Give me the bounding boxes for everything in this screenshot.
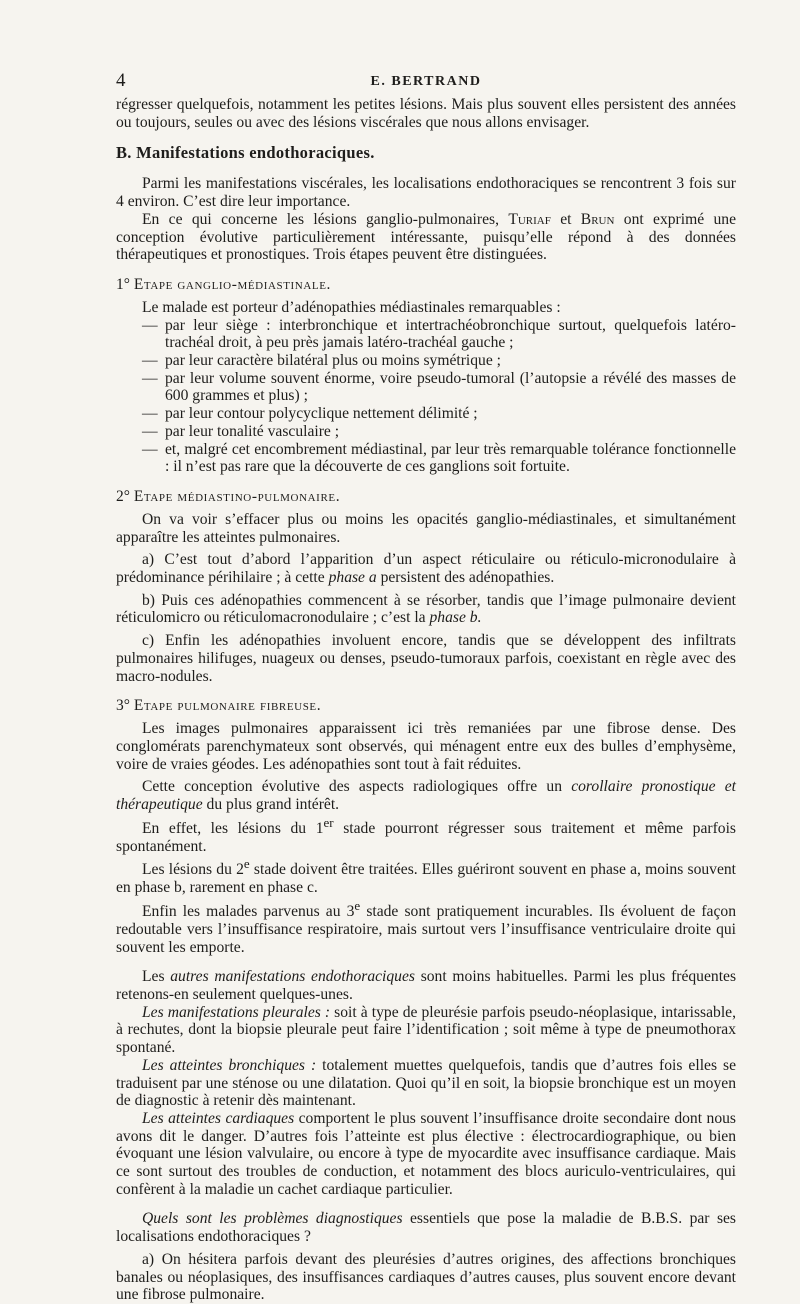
list-item: — par leur tonalité vasculaire ; bbox=[142, 422, 340, 440]
paragraph: Enfin les malades parvenus au 3e stade sont pratiquement incurables. Ils évoluent de façon redoutable vers l’insuffisance respiratoire, mais surtout vers l’insuffisance ventriculaire droite qui souvent les emporte. bbox=[116, 897, 736, 956]
paragraph: En effet, les lésions du 1er stade pourront régresser sous traitement et même parfois spontanément. bbox=[116, 814, 736, 855]
list-item: — par leur contour polycyclique nettement délimité ; bbox=[142, 405, 478, 423]
paragraph: a) On hésitera parfois devant des pleurésies d’autres origines, des affections bronchiques banales ou néoplasiques, des insuffisances cardiaques d’autres causes, plus souvent encore devant une fibrose pulmonaire. bbox=[116, 1250, 736, 1304]
paragraph: Quels sont les problèmes diagnostiques essentiels que pose la maladie de B.B.S. par ses localisations endothoraciques ? bbox=[116, 1210, 737, 1246]
paragraph: Le malade est porteur d’adénopathies médiastinales remarquables : bbox=[142, 298, 561, 316]
paragraph: c) Enfin les adénopathies involuent encore, tandis que se développent des infiltrats pulmonaires hilifuges, nuageux ou denses, pseudo-tumoraux parfois, coexistant en règle avec des macro-nodules. bbox=[116, 632, 736, 685]
paragraph: a) C’est tout d’abord l’apparition d’un aspect réticulaire ou réticulo-micronodulaire à prédominance périhilaire ; à cette phase a persistent des adénopathies. bbox=[116, 551, 736, 587]
paragraph: Les lésions du 2e stade doivent être traitées. Elles guériront souvent en phase a, moins souvent en phase b, rarement en phase c. bbox=[116, 856, 737, 897]
paragraph: Les autres manifestations endothoraciques sont moins habituelles. Parmi les plus fréquentes retenons-en seulement quelques-unes. bbox=[116, 968, 737, 1003]
running-title: E. BERTRAND bbox=[370, 74, 482, 89]
page-number: 4 bbox=[116, 70, 126, 91]
list-item: — par leur volume souvent énorme, voire pseudo-tumoral (l’autopsie a révélé des masses de 600 grammes et plus) ; bbox=[142, 369, 736, 405]
paragraph-intro: régresser quelquefois, notamment les petites lésions. Mais plus souvent elles persistent des années ou toujours, seules ou avec des lésions viscérales que nous allons envisager. bbox=[116, 96, 736, 131]
paragraph: Parmi les manifestations viscérales, les localisations endothoraciques se rencontrent 3 fois sur 4 environ. C’est dire leur importance. bbox=[116, 175, 736, 211]
paragraph: Les atteintes cardiaques comportent le plus souvent l’insuffisance droite secondaire dont nous avons dit le danger. D’autres fois l’atteinte est plus élective : électrocardiographique, ou bien évoquant une lésion valvulaire, ou encore à type de myocardite avec insuffisance cardiaque. Mais ce sont surtout des troubles de conduction, et notamment des blocs auriculo-ventriculaires, qui confèrent à la maladie un cachet cardiaque particulier. bbox=[116, 1109, 736, 1198]
page-header bbox=[116, 70, 736, 96]
paragraph: Les manifestations pleurales : soit à type de pleurésie parfois pseudo-néoplasique, intarissable, à rechutes, dont la biopsie pleurale peut faire l’identification ; soit même à type de pneumothorax spontané. bbox=[116, 1003, 736, 1057]
stage-heading-2: 2° Etape médiastino-pulmonaire. bbox=[116, 487, 341, 505]
list-item: — par leur caractère bilatéral plus ou moins symétrique ; bbox=[142, 352, 502, 370]
stage-heading-1: 1° Etape ganglio-médiastinale. bbox=[116, 275, 332, 293]
stage1-list bbox=[116, 317, 736, 476]
list-item: — et, malgré cet encombrement médiastinal, par leur très remarquable tolérance fonctionnelle : il n’est pas rare que la découverte de ces ganglions soit fortuite. bbox=[142, 440, 736, 476]
paragraph: En ce qui concerne les lésions ganglio-pulmonaires, Turiaf et Brun ont exprimé une conception évolutive particulièrement intéressante, puisqu’elle répond à des données thérapeutiques et pronostiques. Trois étapes peuvent être distinguées. bbox=[116, 210, 736, 264]
paragraph: Les images pulmonaires apparaissent ici très remaniées par une fibrose dense. Des conglomérats parenchymateux sont observés, qui ménagent entre eux des bulles d’emphysème, voire de vraies géodes. Les adénopathies sont tout à fait réduites. bbox=[116, 720, 736, 773]
paragraph: Cette conception évolutive des aspects radiologiques offre un corollaire pronostique et thérapeutique du plus grand intérêt. bbox=[116, 778, 736, 814]
author-name: Turiaf bbox=[508, 210, 551, 228]
paragraph: b) Puis ces adénopathies commencent à se résorber, tandis que l’image pulmonaire devient réticulomicro ou réticulomacronodulaire ; c’est la phase b. bbox=[116, 591, 736, 627]
list-item: — par leur siège : interbronchique et intertrachéobronchique surtout, quelquefois latéro-trachéal droit, à peu près jamais latéro-trachéal gauche ; bbox=[142, 316, 736, 352]
stage-heading-3: 3° Etape pulmonaire fibreuse. bbox=[116, 697, 322, 715]
section-title-b: B. Manifestations endothoraciques. bbox=[116, 143, 375, 163]
author-name: Brun bbox=[580, 210, 615, 228]
paragraph: Les atteintes bronchiques : totalement muettes quelquefois, tandis que d’autres fois elles se traduisent par une sténose ou une dilatation. Quoi qu’il en soit, la biopsie bronchique est un moyen de diagnostic à retenir dès maintenant. bbox=[116, 1056, 736, 1110]
paragraph: On va voir s’effacer plus ou moins les opacités ganglio-médiastinales, et simultanément apparaître les atteintes pulmonaires. bbox=[116, 510, 736, 546]
